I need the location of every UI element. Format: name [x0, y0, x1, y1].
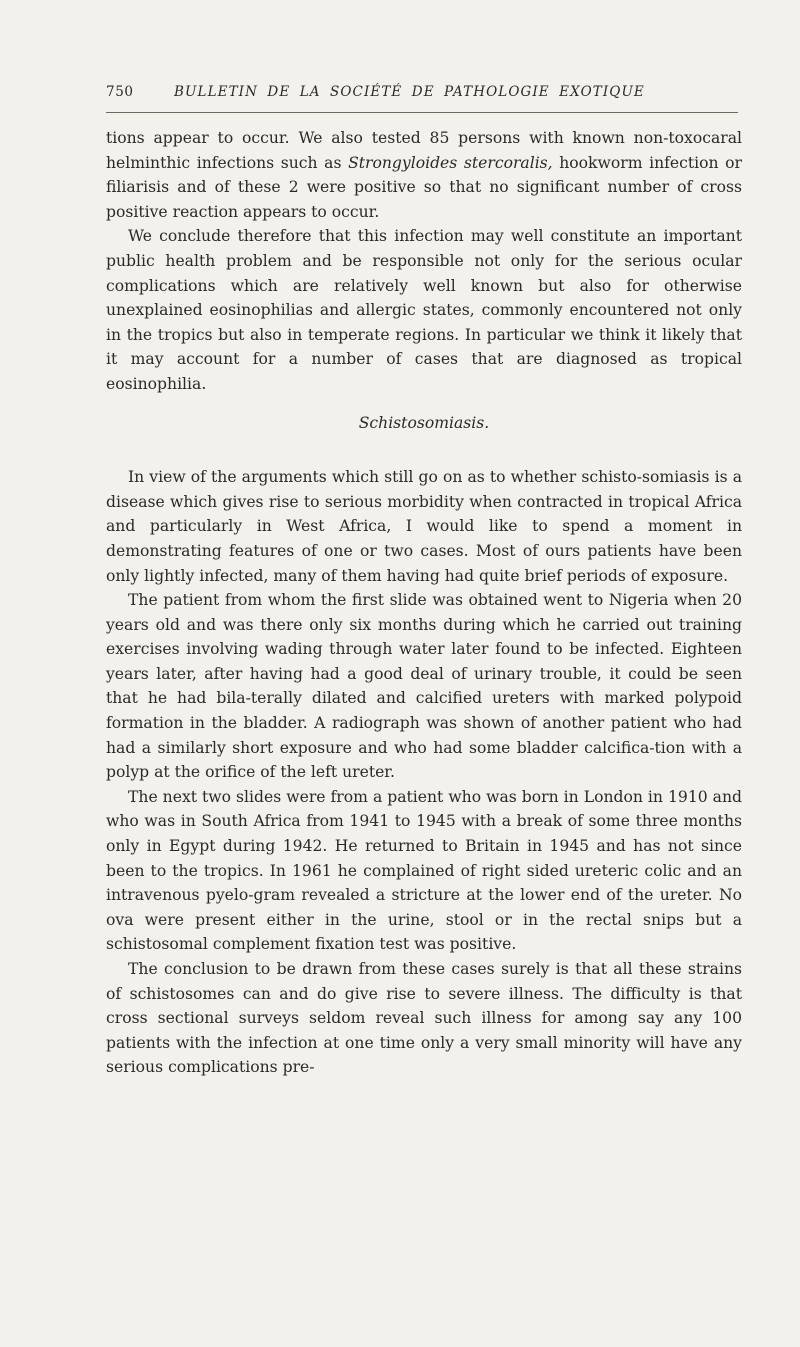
journal-page: [106, 84, 754, 1080]
paragraph: We conclude therefore that this infection may well constitute an important public health problem and be responsible not only for the serious ocular complications which are relatively well known but also for otherwise unexplained eosinophilias and allergic states, commonly encountered not only in the tropics but also in temperate regions. In particular we think it likely that it may account for a number of cases that are diagnosed as tropical eosinophilia.: [106, 227, 742, 393]
paragraph: tions appear to occur. We also tested 85 persons with known non-toxocaral helminthic infections such as Strongyloides stercoralis, hookworm infection or filiarisis and of these 2 were positive so that no significant number of cross positive reaction appears to occur.: [106, 129, 742, 221]
paragraph: In view of the arguments which still go on as to whether schisto-somiasis is a disease which gives rise to serious morbidity when contracted in tropical Africa and particularly in West Africa, I would like to spend a moment in demonstrating features of one or two cases. Most of ours patients have been only lightly infected, many of them having had quite brief periods of exposure.: [106, 468, 742, 585]
section-title: Schistosomiasis.: [358, 413, 490, 432]
paragraph: The patient from whom the first slide was obtained went to Nigeria when 20 years old and was there only six months during which he carried out training exercises involving wading through water later found to be infected. Eighteen years later, after having had a good deal of urinary trouble, it could be seen that he had bila-terally dilated and calcified ureters with marked polypoid formation in the bladder. A radiograph was shown of another patient who had had a similarly short exposure and who had some bladder calcifica-tion with a polyp at the orifice of the left ureter.: [106, 591, 742, 782]
paragraph: The next two slides were from a patient who was born in London in 1910 and who was in South Africa from 1941 to 1945 with a break of some three months only in Egypt during 1942. He returned to Britain in 1945 and has not since been to the tropics. In 1961 he complained of right sided ureteric colic and an intravenous pyelo-gram revealed a stricture at the lower end of the ureter. No ova were present either in the urine, stool or in the rectal snips but a schistosomal complement fixation test was positive.: [106, 787, 742, 954]
body-text: [106, 126, 742, 1080]
italic-species-name: Strongyloides stercoralis,: [348, 153, 553, 172]
journal-title: BULLETIN DE LA SOCIÉTÉ DE PATHOLOGIE EXOTIQUE: [174, 84, 645, 100]
running-head: [106, 84, 754, 106]
header-rule: [106, 112, 738, 113]
paragraph: The conclusion to be drawn from these cases surely is that all these strains of schistosomes can and do give rise to severe illness. The difficulty is that cross sectional surveys seldom reveal such illness for among say any 100 patients with the infection at one time only a very small minority will have any serious complications pre-: [106, 960, 742, 1077]
page-number: 750: [106, 84, 134, 100]
